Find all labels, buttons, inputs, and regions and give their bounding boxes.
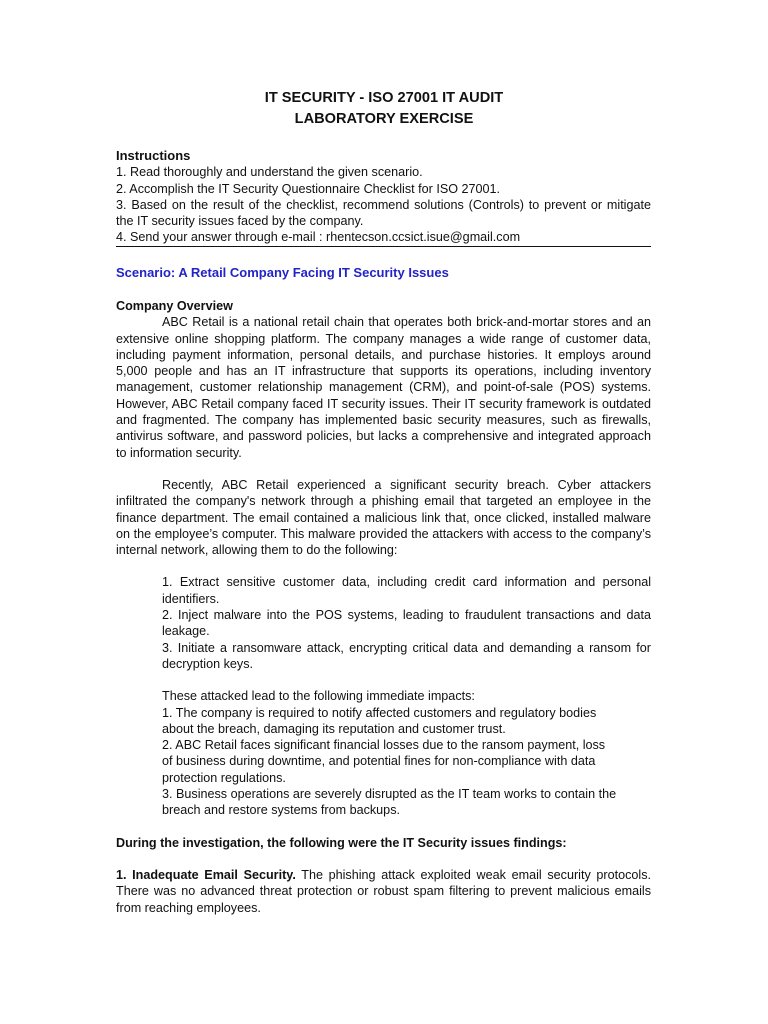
impact-item: 3. Business operations are severely disrupted as the IT team works to contain the breach and restore systems from backups. — [162, 787, 617, 818]
spacer — [116, 558, 651, 574]
instruction-item: 3. Based on the result of the checklist, recommend solutions (Controls) to prevent or mitigate the IT security issues faced by the company. — [116, 197, 651, 229]
findings-heading: During the investigation, the following were the IT Security issues findings: — [116, 835, 567, 850]
document-body — [116, 298, 651, 916]
spacer — [116, 672, 651, 688]
attack-action-item: 1. Extract sensitive customer data, including credit card information and personal identifiers. — [162, 575, 651, 606]
company-overview-heading: Company Overview — [116, 299, 233, 313]
attack-action-item: 3. Initiate a ransomware attack, encrypting critical data and demanding a ransom for decryption keys. — [162, 640, 651, 671]
impacts-intro: These attacked lead to the following immediate impacts: — [162, 689, 475, 704]
finding-item — [116, 867, 651, 916]
instruction-item: 2. Accomplish the IT Security Questionnaire Checklist for ISO 27001. — [116, 181, 501, 196]
section-divider — [116, 246, 651, 247]
instructions-heading: Instructions — [116, 148, 191, 163]
impact-item: 2. ABC Retail faces significant financial losses due to the ransom payment, loss of business during downtime, and potential fines for non-compliance with data protection regulations. — [162, 738, 606, 785]
document-subtitle: LABORATORY EXERCISE — [294, 111, 474, 127]
instruction-item: 1. Read thoroughly and understand the given scenario. — [116, 165, 423, 180]
finding-item-label: 1. Inadequate Email Security. — [116, 867, 296, 882]
attack-action-item: 2. Inject malware into the POS systems, leading to fraudulent transactions and data leakage. — [162, 608, 651, 639]
instruction-item: 4. Send your answer through e-mail : rhentecson.ccsict.isue@gmail.com — [116, 230, 521, 245]
breach-paragraph: Recently, ABC Retail experienced a significant security breach. Cyber attackers infiltrated the company's network through a phishing email that targeted an employee in the finance department. The email contained a malicious link that, once clicked, installed malware on the employee’s computer. This malware provided the attackers with access to the company’s internal network, allowing them to do the following: — [116, 477, 651, 558]
instructions-section — [116, 148, 651, 246]
finding-item-text: The phishing attack exploited weak email security protocols. There was no advanced threat protection or robust spam filtering to prevent malicious emails from reaching employees. — [116, 867, 651, 915]
scenario-title: Scenario: A Retail Company Facing IT Security Issues — [116, 265, 449, 280]
company-overview-paragraph: ABC Retail is a national retail chain that operates both brick-and-mortar stores and an extensive online shopping platform. The company manages a wide range of customer data, including payment information, personal details, and purchase histories. It employs around 5,000 people and has an IT infrastructure that supports its operations, including inventory management, customer relationship management (CRM), and point-of-sale (POS) systems. However, ABC Retail company faced IT security issues. Their IT security framework is outdated and fragmented. The company has implemented basic security measures, such as firewalls, antivirus software, and password policies, but lacks a comprehensive and integrated approach to information security. — [116, 315, 651, 460]
impact-item: 1. The company is required to notify affected customers and regulatory bodies about the breach, damaging its reputation and customer trust. — [162, 705, 597, 736]
spacer — [116, 851, 651, 867]
spacer — [116, 461, 651, 477]
document-title: IT SECURITY - ISO 27001 IT AUDIT — [264, 90, 504, 106]
spacer — [116, 819, 651, 835]
